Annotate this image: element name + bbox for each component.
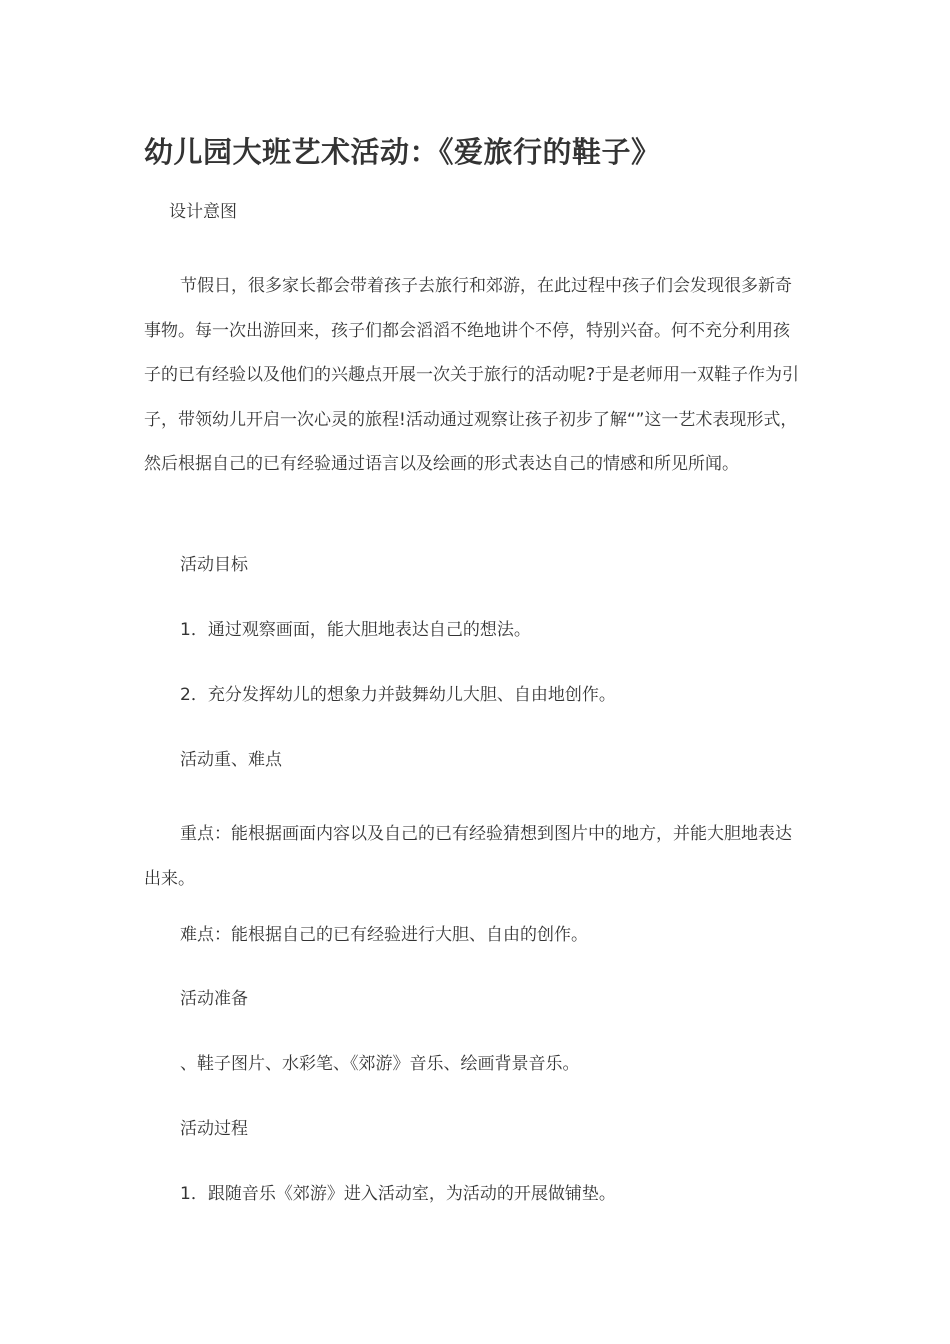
section-heading-design-intent: 设计意图 (169, 202, 237, 222)
preparation-items: 、鞋子图片、水彩笔、《郊游》音乐、绘画背景音乐。 (180, 1054, 580, 1074)
section-heading-goals: 活动目标 (180, 555, 248, 575)
section-heading-preparation: 活动准备 (180, 989, 248, 1009)
document-title: 幼儿园大班艺术活动：《爱旅行的鞋子》 (144, 135, 661, 169)
paragraph-key-point: 重点：能根据画面内容以及自己的已有经验猜想到图片中的地方，并能大胆地表达出来。 (144, 824, 792, 889)
section-heading-process: 活动过程 (180, 1119, 248, 1139)
paragraph-difficulty: 难点：能根据自己的已有经验进行大胆、自由的创作。 (180, 925, 588, 945)
process-step: 1．跟随音乐《郊游》进入活动室，为活动的开展做铺垫。 (180, 1184, 616, 1204)
goal-item: 2．充分发挥幼儿的想象力并鼓舞幼儿大胆、自由地创作。 (180, 685, 616, 705)
goal-item: 1．通过观察画面，能大胆地表达自己的想法。 (180, 620, 531, 640)
paragraph-design-intent: 节假日，很多家长都会带着孩子去旅行和郊游，在此过程中孩子们会发现很多新奇事物。每一次出游回来，孩子们都会滔滔不绝地讲个不停，特别兴奋。何不充分利用孩子的已有经验以及他们的兴趣点开展一次关于旅行的活动呢?于是老师用一双鞋子作为引子，带领幼儿开启一次心灵的旅程!活动通过观察让孩子初步了解“”这一艺术表现形式，然后根据自己的已有经验通过语言以及绘画的形式表达自己的情感和所见所闻。 (144, 276, 800, 475)
section-heading-key-points: 活动重、难点 (180, 750, 282, 770)
